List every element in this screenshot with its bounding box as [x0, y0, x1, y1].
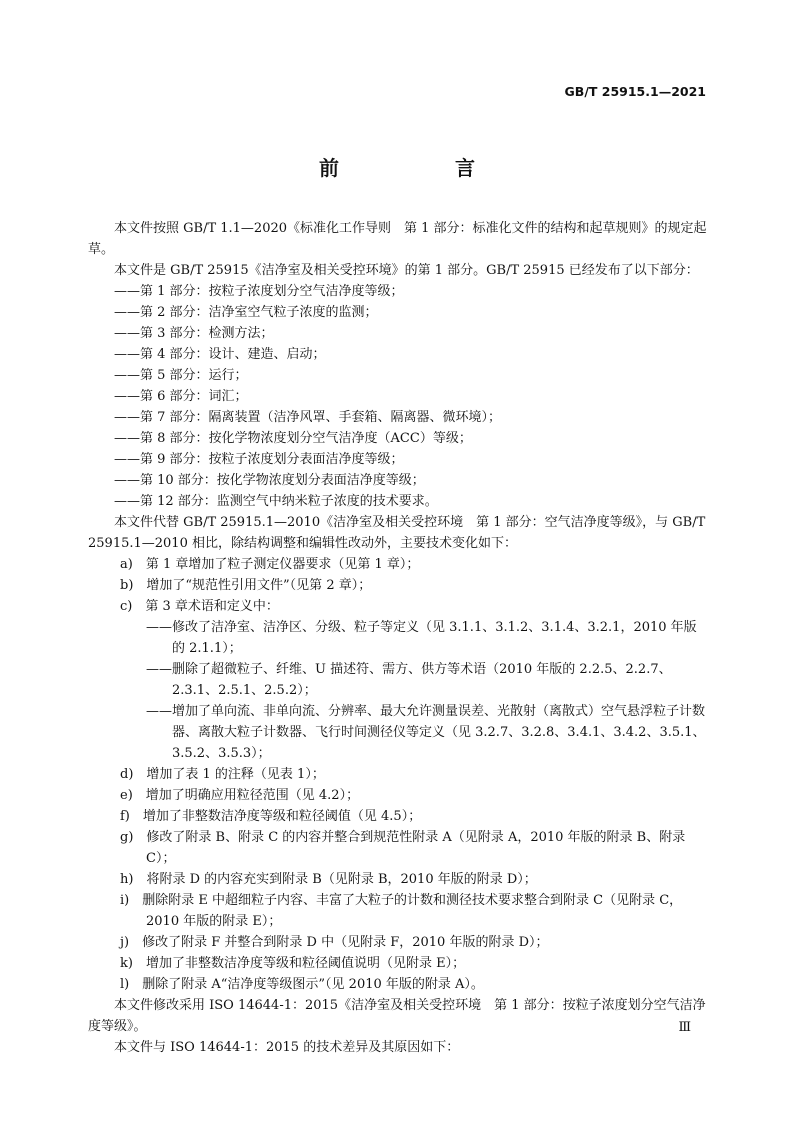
list-item: f) 增加了非整数洁净度等级和粒径阈值（见 4.5）； [120, 809, 422, 824]
list-item: h) 将附录 D 的内容充实到附录 B（见附录 B，2010 年版的附录 D）； [120, 872, 537, 887]
list-item: e) 增加了明确应用粒径范围（见 4.2）； [120, 788, 360, 803]
list-item: k) 增加了非整数洁净度等级和粒径阈值说明（见附录 E）； [120, 956, 466, 971]
list-item: ——第 2 部分：洁净室空气粒子浓度的监测； [114, 305, 378, 320]
standard-number: GB/T 25915.1—2021 [564, 84, 706, 99]
intro-paragraph: 本文件是 GB/T 25915《洁净室及相关受控环境》的第 1 部分。GB/T 25915 已经发布了以下部分： [114, 263, 699, 278]
list-item: ——第 7 部分：隔离装置（洁净风罩、手套箱、隔离器、微环境）； [114, 410, 502, 425]
parts-list [88, 281, 708, 512]
sub-list-item: ——修改了洁净室、洁净区、分级、粒子等定义（见 3.1.1、3.1.2、3.1.4、3.2.1，2010 年版的 2.1.1）； [146, 620, 697, 656]
closing-paragraph: 本文件修改采用 ISO 14644-1：2015《洁净室及相关受控环境 第 1 部分：按粒子浓度划分空气洁净度等级》。 [88, 998, 706, 1034]
list-item: c) 第 3 章术语和定义中： [120, 599, 279, 614]
list-item: d) 增加了表 1 的注释（见表 1）； [120, 767, 325, 782]
list-item: ——第 4 部分：设计、建造、启动； [114, 347, 326, 362]
intro-paragraph: 本文件按照 GB/T 1.1—2020《标准化工作导则 第 1 部分：标准化文件的结构和起草规则》的规定起草。 [88, 221, 707, 257]
page-title: 前 言 [319, 156, 523, 180]
list-item: l) 删除了附录 A“洁净度等级图示”（见 2010 年版的附录 A）。 [120, 977, 484, 992]
closing-paragraph: 本文件与 ISO 14644-1：2015 的技术差异及其原因如下： [114, 1040, 460, 1055]
list-item: a) 第 1 章增加了粒子测定仪器要求（见第 1 章）； [120, 557, 420, 572]
list-item: ——第 8 部分：按化学物浓度划分空气洁净度（ACC）等级； [114, 431, 472, 446]
list-item: ——第 5 部分：运行； [114, 368, 248, 383]
list-item: i) 删除附录 E 中超细粒子内容、丰富了大粒子的计数和测径技术要求整合到附录 C（见附录 C，2010 年版的附录 E）； [120, 893, 683, 929]
changes-list [88, 554, 708, 995]
list-item: g) 修改了附录 B、附录 C 的内容并整合到规范性附录 A（见附录 A，2010 年版的附录 B、附录 C）； [120, 830, 686, 866]
list-item: ——第 12 部分：监测空气中纳米粒子浓度的技术要求。 [114, 494, 438, 509]
sub-list-item: ——删除了超微粒子、纤维、U 描述符、需方、供方等术语（2010 年版的 2.2.5、2.2.7、2.3.1、2.5.1、2.5.2）； [146, 662, 672, 698]
list-item: ——第 10 部分：按化学物浓度划分表面洁净度等级； [114, 473, 425, 488]
list-item: ——第 3 部分：检测方法； [114, 326, 274, 341]
replace-paragraph: 本文件代替 GB/T 25915.1—2010《洁净室及相关受控环境 第 1 部分：空气洁净度等级》，与 GB/T 25915.1—2010 相比，除结构调整和编辑性改动外，主要技术变化如下： [88, 515, 706, 551]
sub-list-item: ——增加了单向流、非单向流、分辨率、最大允许测量误差、光散射（离散式）空气悬浮粒子计数器、离散大粒子计数器、飞行时间测径仪等定义（见 3.2.7、3.2.8、3.4.1、3.4.2、3.5.1、3.5.2、3.5.3）； [146, 704, 706, 761]
document-body [88, 218, 708, 1058]
list-item: ——第 6 部分：词汇； [114, 389, 248, 404]
page-number: Ⅲ [678, 1020, 691, 1035]
list-item: ——第 9 部分：按粒子浓度划分表面洁净度等级； [114, 452, 404, 467]
list-item: ——第 1 部分：按粒子浓度划分空气洁净度等级； [114, 284, 404, 299]
list-item: j) 修改了附录 F 并整合到附录 D 中（见附录 F，2010 年版的附录 D）； [120, 935, 549, 950]
list-item: b) 增加了“规范性引用文件”（见第 2 章）； [120, 578, 372, 593]
